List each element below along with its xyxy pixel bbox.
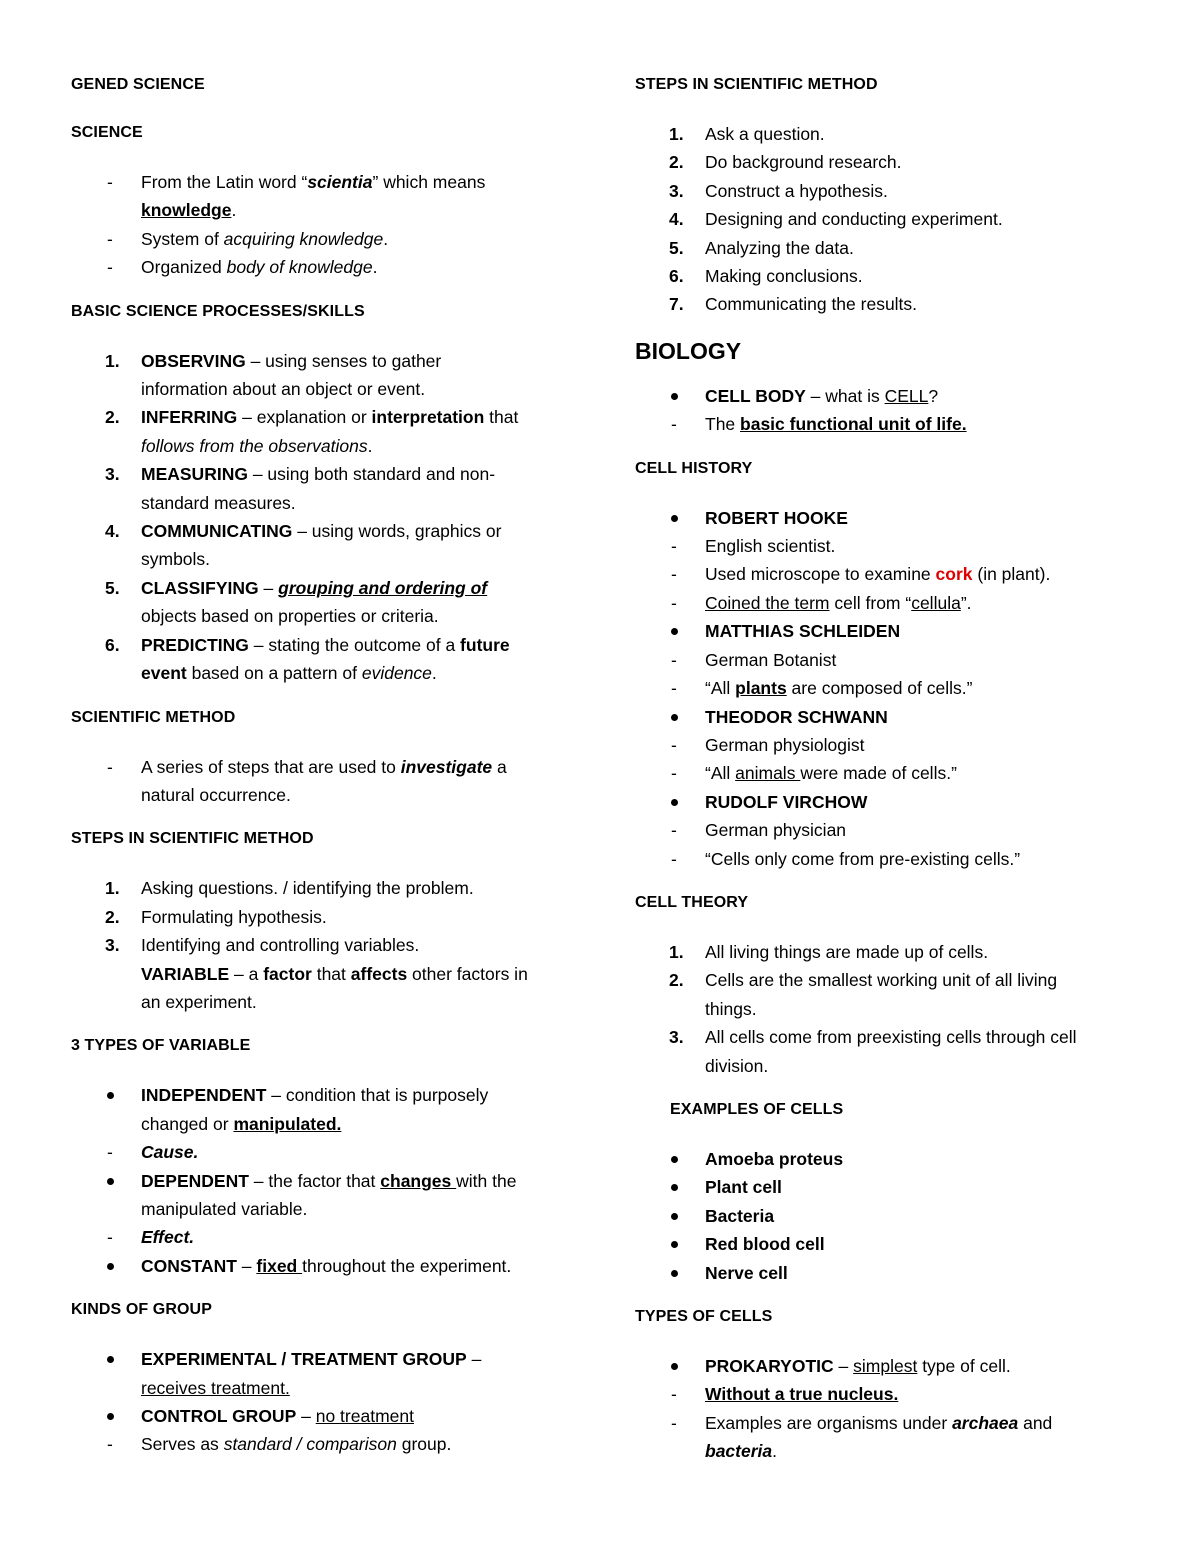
dash-marker: - xyxy=(671,592,677,613)
list-item: EXPERIMENTAL / TREATMENT GROUP – receives treatment. xyxy=(71,1345,571,1402)
dash-marker: - xyxy=(671,1412,677,1433)
list-item: - Organized body of knowledge. xyxy=(71,253,571,281)
dash-marker: - xyxy=(671,820,677,841)
bullet-icon xyxy=(671,1241,678,1248)
bullet-icon xyxy=(671,1213,678,1220)
dash-marker: - xyxy=(107,1434,113,1455)
list-item: 3. Identifying and controlling variables. VARIABLE – a factor that affects other factors in an experiment. xyxy=(105,935,528,1012)
list-item: - The basic functional unit of life. xyxy=(635,410,1145,438)
list-item: 5. Analyzing the data. xyxy=(669,237,854,258)
list-item: 1. Asking questions. / identifying the problem. xyxy=(105,878,474,899)
list-item: - German physiologist xyxy=(635,731,1145,759)
bullet-icon xyxy=(107,1356,114,1363)
list-item: - Serves as standard / comparison group. xyxy=(71,1430,571,1458)
list-item: - English scientist. xyxy=(635,532,1145,560)
list-item: - “Cells only come from pre-existing cells.” xyxy=(635,845,1145,873)
dash-marker: - xyxy=(671,1384,677,1405)
list-item: 7. Communicating the results. xyxy=(669,294,918,315)
bullet-icon xyxy=(671,1363,678,1370)
list-item: Amoeba proteus xyxy=(635,1145,1145,1173)
list-item: - Cause. xyxy=(71,1138,571,1166)
heading-kinds-of-group: KINDS OF GROUP xyxy=(71,1301,212,1319)
bullet-icon xyxy=(671,714,678,721)
dash-marker: - xyxy=(671,734,677,755)
list-item: THEODOR SCHWANN xyxy=(635,703,1145,731)
dash-marker: - xyxy=(671,649,677,670)
heading-biology: BIOLOGY xyxy=(635,337,742,364)
dash-marker: - xyxy=(671,678,677,699)
list-item: - Used microscope to examine cork (in plant). xyxy=(635,560,1145,588)
steps-list-right xyxy=(635,120,1145,319)
cell-body xyxy=(635,382,1145,439)
heading-steps-left: STEPS IN SCIENTIFIC METHOD xyxy=(71,830,314,848)
heading-cell-theory: CELL THEORY xyxy=(635,893,749,911)
list-item: 1. Ask a question. xyxy=(669,124,825,144)
examples-list xyxy=(635,1145,1145,1287)
heading-scientific-method: SCIENTIFIC METHOD xyxy=(71,708,236,726)
dash-marker: - xyxy=(107,1227,113,1248)
dash-marker: - xyxy=(671,564,677,585)
heading-basic-processes: BASIC SCIENCE PROCESSES/SKILLS xyxy=(71,302,365,320)
heading-science: SCIENCE xyxy=(71,124,143,141)
bullet-icon xyxy=(671,799,678,806)
list-item: - Coined the term cell from “cellula”. xyxy=(635,589,1145,617)
list-item: - Effect. xyxy=(71,1223,571,1251)
list-item: 1. OBSERVING – using senses to gather information about an object or event. xyxy=(105,350,442,400)
dash-marker: - xyxy=(107,228,113,249)
bullet-icon xyxy=(107,1263,114,1270)
list-item: 3. MEASURING – using both standard and non- standard measures. xyxy=(105,464,496,513)
list-item: - A series of steps that are used to investigate a natural occurrence. xyxy=(71,753,571,810)
heading-cell-history: CELL HISTORY xyxy=(635,459,753,477)
dash-marker: - xyxy=(671,848,677,869)
list-item: 2. Do background research. xyxy=(669,152,902,173)
skills-list xyxy=(71,347,571,688)
heading-types-of-cells: TYPES OF CELLS xyxy=(635,1308,773,1325)
list-item: 4. Designing and conducting experiment. xyxy=(669,209,1003,230)
list-item: - Without a true nucleus. xyxy=(635,1380,1145,1408)
list-item: INDEPENDENT – condition that is purposely changed or manipulated. xyxy=(71,1081,571,1138)
heading-steps-right: STEPS IN SCIENTIFIC METHOD xyxy=(635,76,878,93)
bullet-icon xyxy=(671,1156,678,1163)
bullet-icon xyxy=(107,1413,114,1420)
dash-marker: - xyxy=(107,756,113,777)
list-item: - German physician xyxy=(635,816,1145,844)
list-item: 2. Formulating hypothesis. xyxy=(105,906,327,927)
bullet-icon xyxy=(107,1092,114,1099)
list-item: 3. Construct a hypothesis. xyxy=(669,180,888,201)
dash-marker: - xyxy=(671,536,677,557)
list-item: PROKARYOTIC – simplest type of cell. xyxy=(635,1352,1145,1380)
types-of-cells-list xyxy=(635,1352,1145,1466)
list-item: DEPENDENT – the factor that changes with the manipulated variable. xyxy=(71,1167,571,1224)
heading-examples-of-cells: EXAMPLES OF CELLS xyxy=(670,1100,844,1118)
list-item: CONSTANT – fixed throughout the experiment. xyxy=(71,1252,571,1280)
dash-marker: - xyxy=(107,1142,113,1163)
science-definitions xyxy=(71,168,571,282)
bullet-icon xyxy=(671,1184,678,1191)
dash-marker: - xyxy=(671,763,677,784)
list-item: Red blood cell xyxy=(635,1230,1145,1258)
right-column xyxy=(635,72,1145,1483)
cell-theory-list xyxy=(635,938,1145,1080)
list-item: Plant cell xyxy=(635,1173,1145,1201)
list-item: 2. Cells are the smallest working unit of all living things. xyxy=(669,970,1058,1019)
steps-list-left xyxy=(71,874,571,1016)
method-definition xyxy=(71,753,571,810)
list-item: CONTROL GROUP – no treatment xyxy=(71,1402,571,1430)
list-item: Nerve cell xyxy=(635,1259,1145,1287)
list-item: 3. All cells come from preexisting cells through cell division. xyxy=(669,1027,1077,1076)
list-item: 4. COMMUNICATING – using words, graphics or symbols. xyxy=(105,521,502,570)
list-item: 2. INFERRING – explanation or interpretation that follows from the observations. xyxy=(105,407,519,456)
list-item: ROBERT HOOKE xyxy=(635,504,1145,532)
list-item: RUDOLF VIRCHOW xyxy=(635,788,1145,816)
dash-marker: - xyxy=(107,257,113,278)
list-item: - “All animals were made of cells.” xyxy=(635,759,1145,787)
bullet-icon xyxy=(107,1178,114,1185)
bullet-icon xyxy=(671,515,678,522)
heading-variable-types: 3 TYPES OF VARIABLE xyxy=(71,1037,251,1055)
list-item: - Examples are organisms under archaea and bacteria. xyxy=(635,1409,1145,1466)
list-item: MATTHIAS SCHLEIDEN xyxy=(635,617,1145,645)
left-column xyxy=(71,72,571,1476)
group-list xyxy=(71,1345,571,1459)
doc-title: GENED SCIENCE xyxy=(71,76,205,93)
list-item: 5. CLASSIFYING – grouping and ordering of objects based on properties or criteria. xyxy=(105,577,488,627)
list-item: 6. PREDICTING – stating the outcome of a future event based on a pattern of evidence. xyxy=(105,634,510,684)
bullet-icon xyxy=(671,1270,678,1277)
variable-types-list xyxy=(71,1081,571,1280)
bullet-icon xyxy=(671,628,678,635)
list-item: - From the Latin word “scientia” which means knowledge. xyxy=(71,168,571,225)
dash-marker: - xyxy=(671,414,677,435)
list-item: - German Botanist xyxy=(635,646,1145,674)
list-item: CELL BODY – what is CELL? xyxy=(635,382,1145,410)
cell-history-list xyxy=(635,504,1145,873)
list-item: - System of acquiring knowledge. xyxy=(71,225,571,253)
bullet-icon xyxy=(671,393,678,400)
list-item: 6. Making conclusions. xyxy=(669,266,863,287)
list-item: - “All plants are composed of cells.” xyxy=(635,674,1145,702)
list-item: Bacteria xyxy=(635,1202,1145,1230)
list-item: 1. All living things are made up of cells. xyxy=(669,941,989,962)
dash-marker: - xyxy=(107,172,113,192)
